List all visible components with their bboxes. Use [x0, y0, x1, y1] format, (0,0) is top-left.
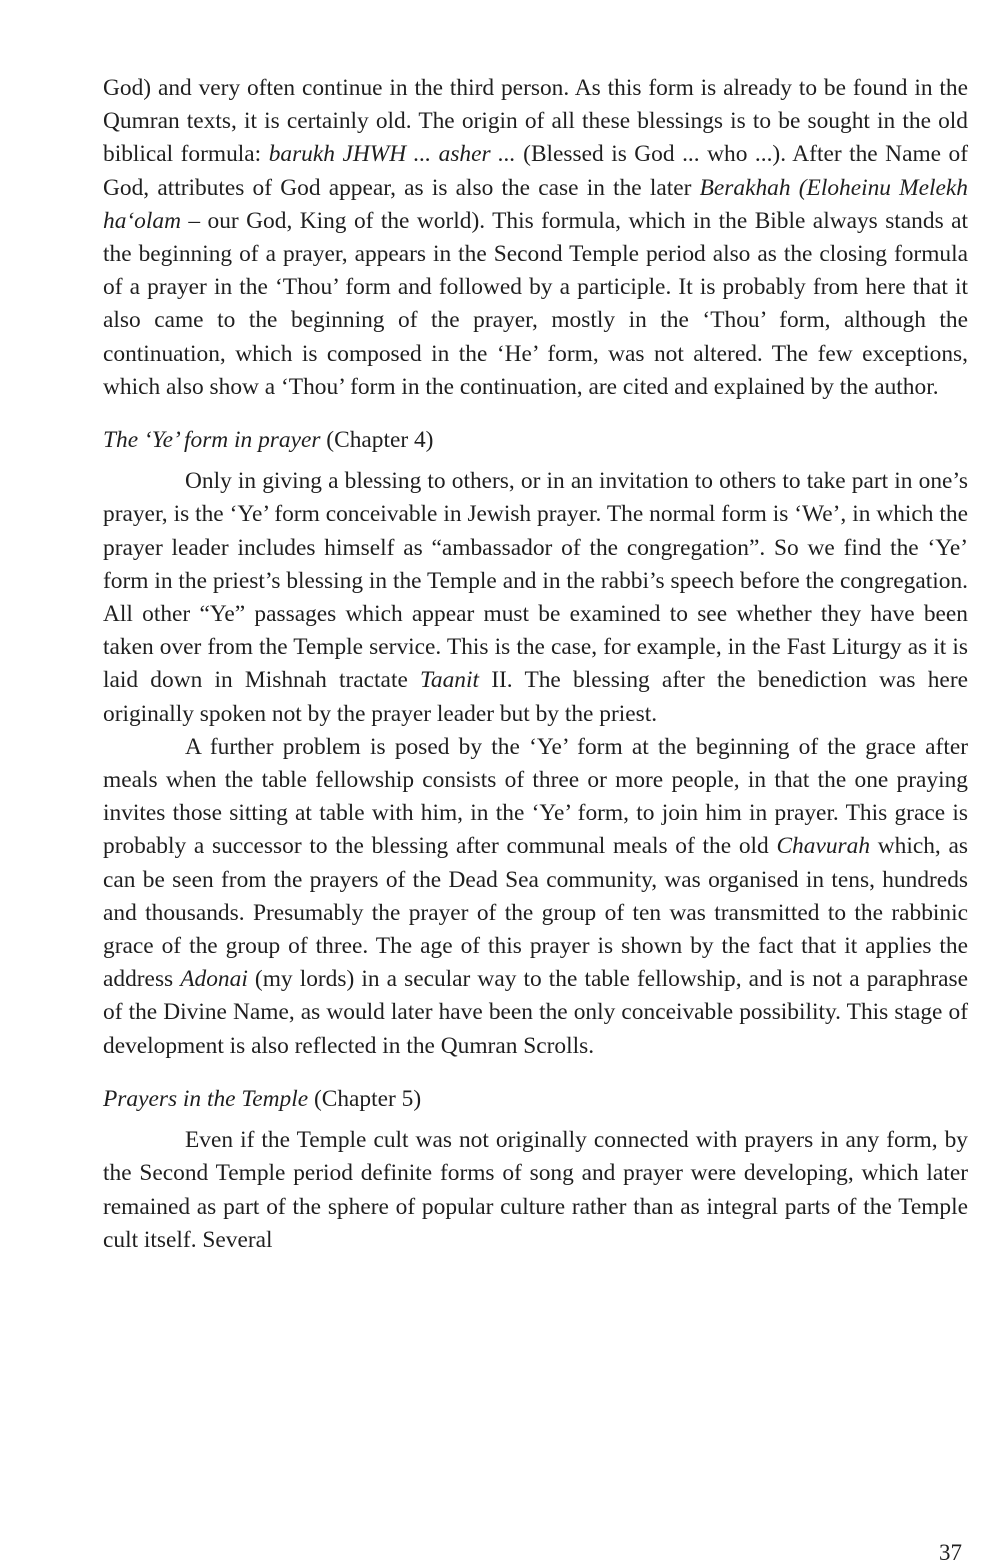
intro-text-3: – our God, King of the world). This formula, which in the Bible always stands at the beginning of a prayer, appears in the Second Temple period also as the closing formula of a prayer in the ‘Thou’ form and followed by a participle. It is probably from here that it also came to the beginning of the prayer, mostly in the ‘Thou’ form, although the continuation, which is composed in the ‘He’ form, was not altered. The few exceptions, which also show a ‘Thou’ form in the continuation, are cited and explained by the author.: [103, 207, 968, 400]
ye-form-p2-text-1: A further problem is posed by the ‘Ye’ form at the beginning of the grace after meals when the table fellowship consists of three or more people, in that the one praying invites those sitting at table with him, in the ‘Ye’ form, to join him in prayer. This grace is probably a successor to the blessing after communal meals of the old: [103, 733, 968, 860]
temple-heading-chapter: (Chapter 5): [308, 1085, 422, 1112]
ye-form-paragraph-1: [103, 465, 968, 731]
intro-text-2: (Blessed is God ... who ...). After the Name of God, attributes of God appear, as is also the case in the later: [103, 141, 969, 201]
ye-form-p2-italic-2: Adonai: [180, 966, 248, 993]
ye-form-p2-text-3: (my lords) in a secular way to the table fellowship, and is not a paraphrase of the Divine Name, as would later have been the only conceivable possibility. This stage of development is also reflected in the Qumran Scrolls.: [103, 966, 968, 1059]
ye-form-paragraph-2: [103, 731, 968, 1063]
temple-paragraph-1: Even if the Temple cult was not originally connected with prayers in any form, by the Second Temple period definite forms of song and prayer were developing, which later remained as part of the sphere of popular culture rather than as integral parts of the Temple cult itself. Several: [103, 1127, 968, 1253]
page-number: 37: [939, 1540, 962, 1565]
ye-form-p1-italic-1: Taanit: [420, 667, 479, 694]
intro-text-1: God) and very often continue in the third person. As this form is already to be found in the Qumran texts, it is certainly old. The origin of all these blessings is to be sought in the old biblical formula:: [103, 75, 968, 168]
temple-heading-title: Prayers in the Temple: [103, 1085, 309, 1112]
ye-form-p2-italic-1: Chavurah: [776, 833, 871, 860]
intro-paragraph: [103, 72, 968, 404]
intro-italic-2: Berakhah (Eloheinu Melekh ha‘olam: [103, 174, 968, 234]
ye-form-heading-title: The ‘Ye’ form in prayer: [103, 427, 321, 454]
page-body: [103, 72, 968, 1257]
ye-form-heading-chapter: (Chapter 4): [320, 427, 434, 454]
ye-form-p2-text-2: which, as can be seen from the prayers of the Dead Sea community, was organised in tens, hundreds and thousands. Presumably the prayer of the group of ten was transmitted to the rabbinic grace of the group of three. The age of this prayer is shown by the fact that it applies the address: [103, 833, 968, 993]
ye-form-p1-text-1: Only in giving a blessing to others, or in an invitation to others to take part in one’s prayer, is the ‘Ye’ form conceivable in Jewish prayer. The normal form is ‘We’, in which the prayer leader includes himself as “ambassador of the congregation”. So we find the ‘Ye’ form in the priest’s blessing in the Temple and in the rabbi’s speech before the congregation. All other “Ye” passages which appear must be examined to see whether they have been taken over from the Temple service. This is the case, for example, in the Fast Liturgy as it is laid down in Mishnah tractate: [103, 468, 968, 694]
section-heading-temple: [103, 1083, 968, 1116]
intro-italic-1: barukh JHWH ... asher ...: [268, 141, 516, 168]
ye-form-p1-text-2: II. The blessing after the benediction was here originally spoken not by the prayer leader but by the priest.: [103, 667, 968, 727]
section-heading-ye-form: [103, 424, 968, 457]
